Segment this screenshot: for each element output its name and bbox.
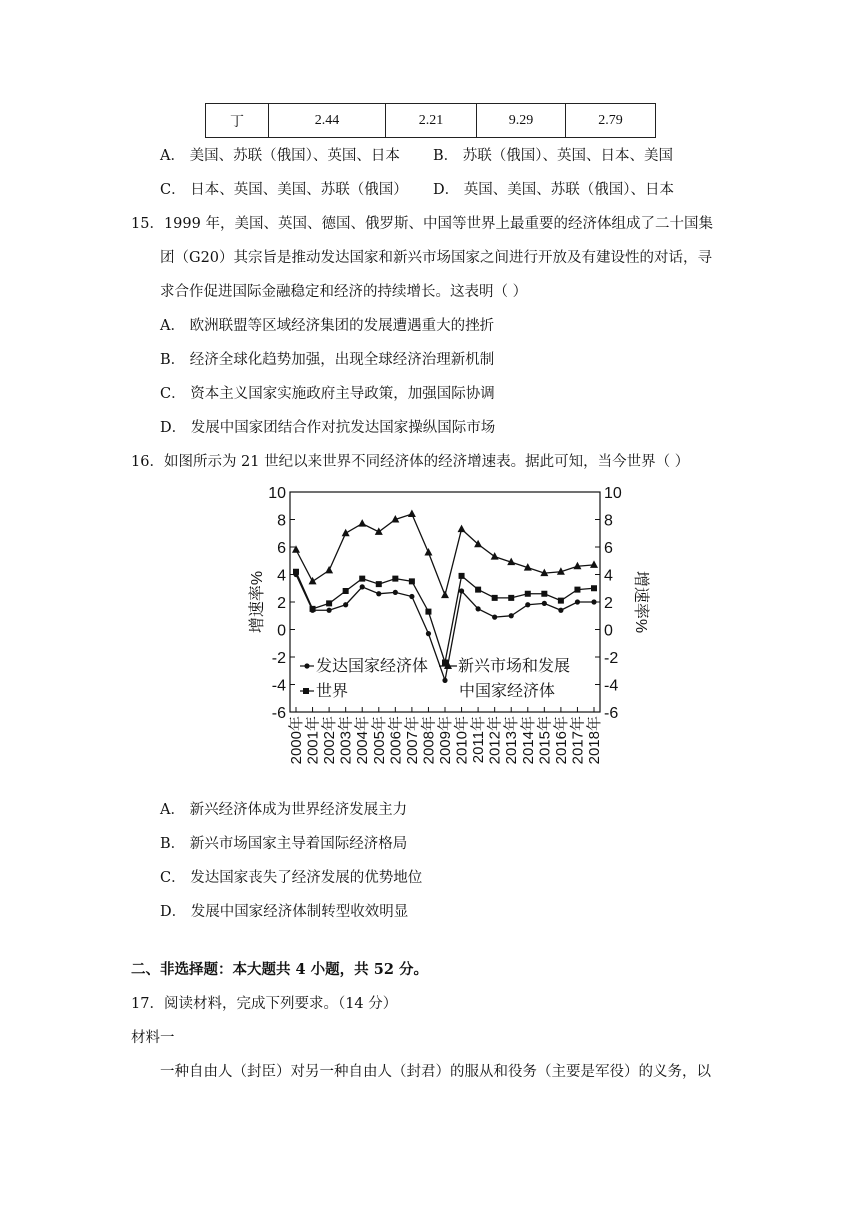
point-square bbox=[326, 600, 332, 606]
table-row bbox=[206, 104, 656, 138]
point-square bbox=[475, 587, 481, 593]
section-heading: 二、非选择题：本大题共 4 小题，共 52 分。 bbox=[131, 961, 428, 978]
point-triangle bbox=[424, 548, 432, 556]
y-tick-label-left: 8 bbox=[277, 512, 286, 530]
point-triangle bbox=[590, 560, 598, 568]
point-square bbox=[525, 591, 531, 597]
point-square bbox=[558, 598, 564, 604]
y-tick-label-right: 10 bbox=[604, 485, 622, 502]
table-cell: 9.29 bbox=[477, 104, 566, 138]
point-circle bbox=[525, 602, 530, 607]
point-square bbox=[574, 587, 580, 593]
legend-label-emerging-line2: 中国家经济体 bbox=[459, 683, 556, 700]
x-tick-label: 2002年 bbox=[321, 716, 339, 765]
x-tick-label: 2011年 bbox=[470, 716, 488, 764]
point-square bbox=[359, 576, 365, 582]
q16-option-c: C． 发达国家丧失了经济发展的优势地位 bbox=[160, 870, 423, 886]
y-tick-label-right: 0 bbox=[604, 622, 613, 640]
point-triangle bbox=[491, 552, 499, 560]
point-square bbox=[376, 581, 382, 587]
y-tick-label-left: 10 bbox=[268, 485, 286, 502]
x-tick-label: 2018年 bbox=[586, 716, 603, 765]
y-tick-label-right: 8 bbox=[604, 512, 613, 530]
table-cell: 丁 bbox=[206, 104, 269, 138]
x-tick-label: 2004年 bbox=[354, 716, 372, 765]
point-square bbox=[459, 573, 465, 579]
legend-label-world: 世界 bbox=[316, 683, 349, 700]
point-square bbox=[425, 609, 431, 615]
point-circle bbox=[558, 608, 563, 613]
point-circle bbox=[575, 599, 580, 604]
point-circle bbox=[442, 678, 447, 683]
material-text: 一种自由人（封臣）对另一种自由人（封君）的服从和役务（主要是军役）的义务，以 bbox=[160, 1064, 711, 1080]
point-square bbox=[293, 569, 299, 575]
y-tick-label-right: 2 bbox=[604, 595, 613, 612]
point-circle bbox=[459, 588, 464, 593]
legend-label-developed: 发达国家经济体 bbox=[316, 658, 429, 675]
x-tick-label: 2016年 bbox=[552, 716, 570, 765]
point-circle bbox=[343, 602, 348, 607]
x-tick-label: 2015年 bbox=[536, 716, 554, 765]
table-cell: 2.79 bbox=[566, 104, 656, 138]
point-triangle bbox=[309, 577, 317, 585]
point-triangle bbox=[292, 545, 300, 553]
q15-option-b: B． 经济全球化趋势加强，出现全球经济治理新机制 bbox=[160, 352, 495, 368]
point-circle bbox=[591, 599, 596, 604]
point-square bbox=[409, 578, 415, 584]
y-tick-label-left: -4 bbox=[271, 677, 286, 695]
point-circle bbox=[509, 613, 514, 618]
point-triangle bbox=[408, 510, 416, 518]
x-tick-label: 2013年 bbox=[503, 716, 521, 765]
point-square bbox=[392, 576, 398, 582]
x-tick-label: 2017年 bbox=[569, 716, 587, 765]
table-cell: 2.21 bbox=[386, 104, 477, 138]
y-tick-label-left: 2 bbox=[277, 595, 286, 612]
legend-marker-circle bbox=[304, 663, 309, 668]
material-title: 材料一 bbox=[131, 1030, 175, 1046]
q15-stem-line2: 团（G20）其宗旨是推动发达国家和新兴市场国家之间进行开放及有建设性的对话，寻 bbox=[160, 250, 713, 266]
series-line bbox=[296, 572, 594, 663]
growth-chart bbox=[236, 480, 649, 790]
q15-option-c: C． 资本主义国家实施政府主导政策，加强国际协调 bbox=[160, 386, 495, 402]
point-circle bbox=[409, 594, 414, 599]
q15-stem-line1: 15．1999 年，美国、英国、德国、俄罗斯、中国等世界上最重要的经济体组成了二十国集 bbox=[131, 216, 713, 232]
point-circle bbox=[492, 615, 497, 620]
x-tick-label: 2010年 bbox=[453, 716, 471, 765]
x-tick-label: 2009年 bbox=[437, 716, 454, 765]
y-tick-label-left: 0 bbox=[277, 622, 286, 640]
x-tick-label: 2003年 bbox=[337, 716, 355, 765]
x-tick-label: 2014年 bbox=[519, 716, 537, 765]
y-tick-label-left: 6 bbox=[277, 540, 286, 557]
point-circle bbox=[393, 590, 398, 595]
point-triangle bbox=[458, 525, 466, 533]
q16-option-d: D． 发展中国家经济体制转型收效明显 bbox=[160, 904, 409, 920]
point-square bbox=[508, 595, 514, 601]
point-circle bbox=[476, 606, 481, 611]
legend-marker-square bbox=[303, 688, 309, 694]
x-tick-label: 2012年 bbox=[486, 716, 504, 765]
q14-option-c: C． 日本、英国、美国、苏联（俄国） bbox=[160, 182, 408, 198]
q14-option-d: D． 英国、美国、苏联（俄国）、日本 bbox=[433, 182, 674, 198]
y-tick-label-right: 4 bbox=[604, 567, 613, 585]
y-axis-label-right: 增速率% bbox=[632, 570, 649, 634]
y-tick-label-right: -4 bbox=[604, 677, 619, 695]
x-tick-label: 2006年 bbox=[387, 716, 405, 765]
point-circle bbox=[426, 631, 431, 636]
q16-option-b: B． 新兴市场国家主导着国际经济格局 bbox=[160, 836, 408, 852]
point-square bbox=[310, 606, 316, 612]
point-square bbox=[591, 585, 597, 591]
legend-label-emerging-line1: 新兴市场和发展 bbox=[458, 658, 571, 675]
q15-stem-line3: 求合作促进国际金融稳定和经济的持续增长。这表明（ ） bbox=[160, 284, 528, 300]
point-circle bbox=[542, 601, 547, 606]
q15-option-a: A． 欧洲联盟等区域经济集团的发展遭遇重大的挫折 bbox=[160, 318, 495, 334]
q16-stem: 16．如图所示为 21 世纪以来世界不同经济体的经济增速表。据此可知，当今世界（ ） bbox=[131, 454, 690, 470]
x-tick-label: 2000年 bbox=[288, 716, 305, 765]
y-tick-label-right: -2 bbox=[604, 650, 619, 667]
y-tick-label-left: -6 bbox=[271, 705, 286, 722]
x-tick-label: 2008年 bbox=[420, 716, 438, 765]
q17-stem: 17．阅读材料，完成下列要求。（14 分） bbox=[131, 996, 398, 1012]
point-circle bbox=[327, 608, 332, 613]
table-cell: 2.44 bbox=[269, 104, 386, 138]
point-circle bbox=[376, 591, 381, 596]
point-square bbox=[492, 595, 498, 601]
x-tick-label: 2007年 bbox=[403, 716, 421, 765]
q16-option-a: A． 新兴经济体成为世界经济发展主力 bbox=[160, 802, 408, 818]
point-square bbox=[343, 588, 349, 594]
growth-chart-svg bbox=[236, 480, 649, 790]
y-tick-label-left: -2 bbox=[271, 650, 286, 667]
q14-option-b: B． 苏联（俄国）、英国、日本、美国 bbox=[433, 148, 674, 164]
q14-option-a: A． 美国、苏联（俄国）、英国、日本 bbox=[160, 148, 400, 164]
x-tick-label: 2005年 bbox=[370, 716, 388, 765]
y-tick-label-right: 6 bbox=[604, 540, 613, 557]
point-square bbox=[541, 591, 547, 597]
point-triangle bbox=[358, 519, 366, 527]
point-circle bbox=[360, 584, 365, 589]
point-triangle bbox=[342, 529, 350, 537]
q15-option-d: D． 发展中国家团结合作对抗发达国家操纵国际市场 bbox=[160, 420, 496, 436]
y-tick-label-right: -6 bbox=[604, 705, 619, 722]
series-line bbox=[296, 514, 594, 595]
data-table bbox=[205, 103, 656, 138]
point-triangle bbox=[441, 591, 449, 599]
y-tick-label-left: 4 bbox=[277, 567, 286, 585]
y-axis-label-left: 增速率% bbox=[249, 570, 266, 634]
point-triangle bbox=[325, 566, 333, 574]
x-tick-label: 2001年 bbox=[304, 716, 322, 765]
